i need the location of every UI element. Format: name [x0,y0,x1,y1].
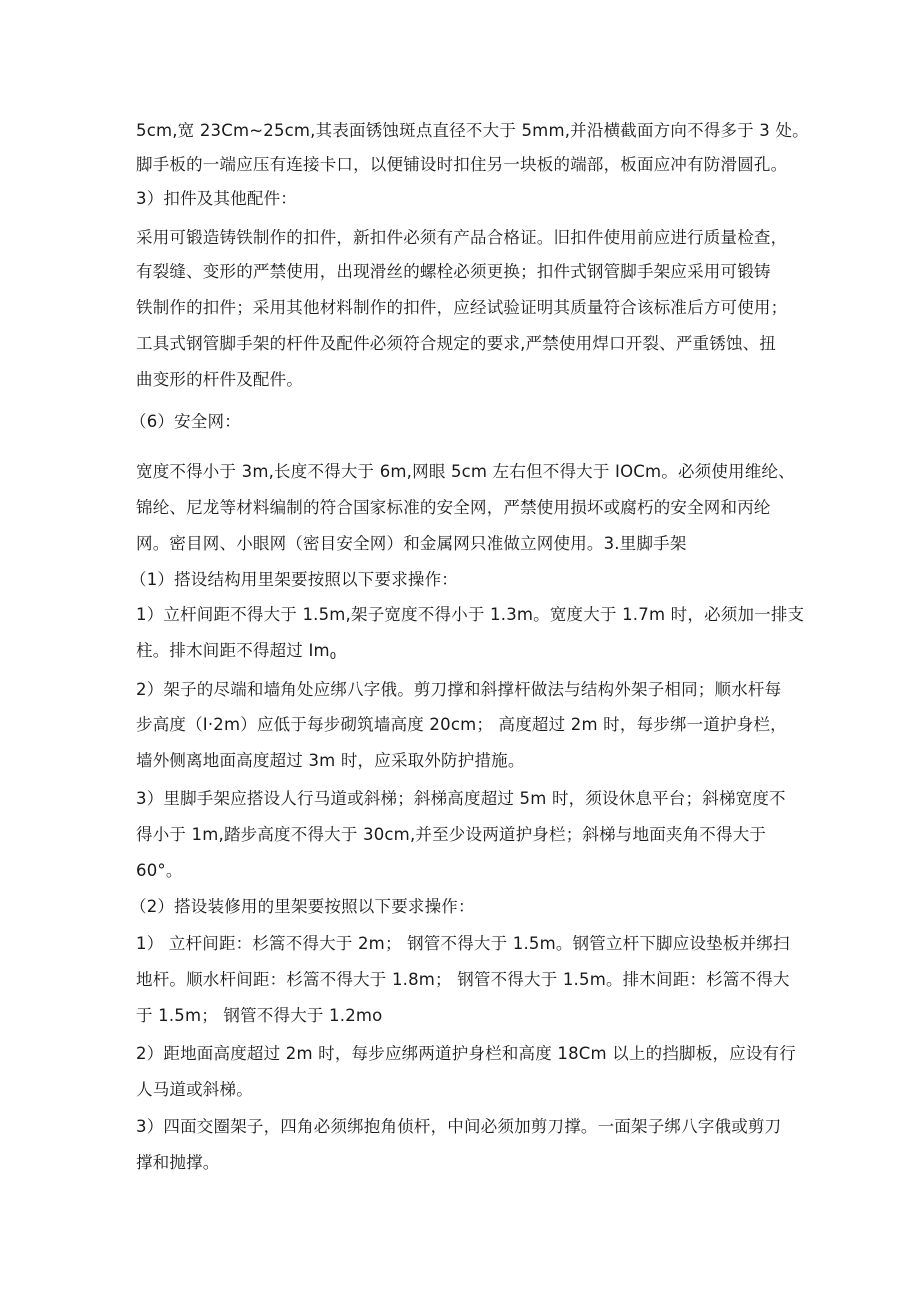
text-line: 柱。排木间距不得超过 $Im_0$ [136,641,337,662]
text-line: 人马道或斜梯。 [136,1080,253,1099]
section-heading: （6）安全网： [130,412,241,431]
text-line: 于 1.5m； 钢管不得大于 1.2mo [136,1006,383,1025]
text-line: 墙外侧离地面高度超过 3m 时，应采取外防护措施。 [136,751,525,770]
text-line: 3）里脚手架应搭设人行马道或斜梯；斜梯高度超过 5m 时，须设休息平台；斜梯宽度不 [136,789,786,808]
text-line: 铁制作的扣件；采用其他材料制作的扣件，应经试验证明其质量符合该标准后方可使用； [136,298,788,317]
text-line: 1） 立杆间距：杉篙不得大于 2m； 钢管不得大于 1.5m。钢管立杆下脚应设垫板并绑扫 [136,934,790,953]
text-line: 撑和抛撑。 [136,1153,220,1172]
text-line: 3）四面交圈架子，四角必须绑抱角侦杆，中间必须加剪刀撑。一面架子绑八字俄或剪刀 [136,1117,782,1136]
text-line: 60°。 [136,861,183,880]
text-line: 脚手板的一端应压有连接卡口，以便铺设时扣住另一块板的端部，板面应冲有防滑圆孔。 [136,155,788,174]
text-line: 1）立杆间距不得大于 1.5m,架子宽度不得小于 1.3m。宽度大于 1.7m 时，必须加一排支 [136,605,805,624]
subscript: 0 [329,651,337,662]
text-line: 2）架子的尽端和墙角处应绑八字俄。剪刀撑和斜撑杆做法与结构外架子相同；顺水杆每 [136,680,782,699]
text-line: 地杆。顺水杆间距：杉篙不得大于 1.8m； 钢管不得大于 1.5m。排木间距：杉篙不得大 [136,970,790,989]
text-line: 步高度（I·2m）应低于每步砌筑墙高度 20cm； 高度超过 2m 时，每步绑一道护身栏， [136,715,787,734]
text-line: 采用可锻造铸铁制作的扣件，新扣件必须有产品合格证。旧扣件使用前应进行质量检查， [136,228,788,247]
text-line: 网。密目网、小眼网（密目安全网）和金属网只准做立网使用。3.里脚手架 [136,534,687,553]
text-line: 有裂缝、变形的严禁使用，出现滑丝的螺栓必须更换；扣件式钢管脚手架应采用可锻铸 [136,262,771,281]
text-line: 宽度不得小于 3m,长度不得大于 6m,网眼 5cm 左右但不得大于 IOCm。必须使用维纶、 [136,462,795,481]
text-line: 2）距地面高度超过 2m 时，每步应绑两道护身栏和高度 18Cm 以上的挡脚板，应设有行 [136,1044,796,1063]
text-line: 工具式钢管脚手架的杆件及配件必须符合规定的要求,严禁使用焊口开裂、严重锈蚀、扭 [136,334,777,353]
text-line: 5cm,宽 23Cm~25cm,其表面锈蚀斑点直径不大于 5mm,并沿横截面方向不得多于 3 处。 [136,121,809,140]
text-line: 曲变形的杆件及配件。 [136,370,303,389]
text-line: 锦纶、尼龙等材料编制的符合国家标准的安全网，严禁使用损坏或腐朽的安全网和丙纶 [136,498,771,517]
text-line: 3）扣件及其他配件： [136,189,297,208]
section-heading: （2）搭设装修用的里架要按照以下要求操作： [130,897,475,916]
section-heading: （1）搭设结构用里架要按照以下要求操作： [130,570,458,589]
text-line: 得小于 1m,踏步高度不得大于 30cm,并至少设两道护身栏；斜梯与地面夹角不得大于 [136,825,767,844]
